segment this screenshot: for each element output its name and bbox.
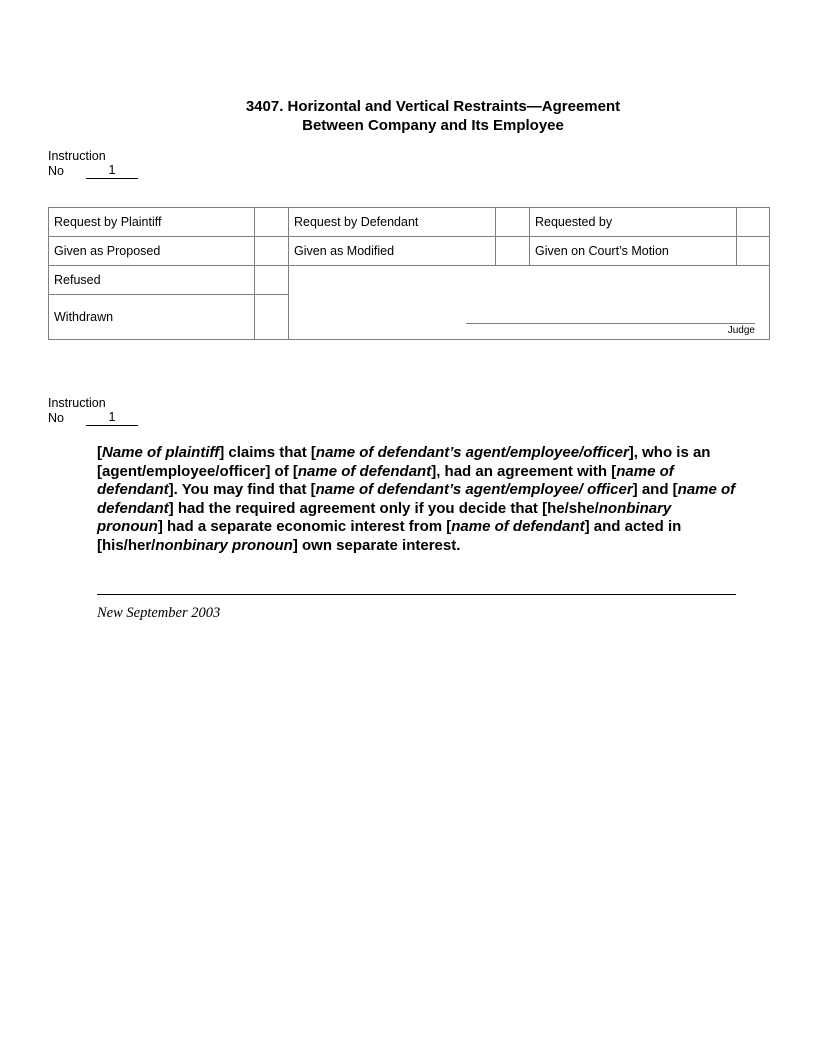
given-as-proposed-checkbox[interactable]	[255, 237, 289, 266]
given-as-proposed-label: Given as Proposed	[49, 237, 255, 266]
withdrawn-checkbox[interactable]	[255, 295, 289, 340]
no-label: No	[48, 411, 64, 425]
placeholder-name-of-defendant: name of defendant	[297, 462, 432, 480]
request-by-plaintiff-label: Request by Plaintiff	[49, 208, 255, 237]
given-on-courts-motion-checkbox[interactable]	[737, 237, 770, 266]
placeholder-nonbinary-pronoun: nonbinary pronoun	[155, 536, 293, 554]
body-text-segment: ]. You may find that [	[168, 481, 316, 498]
horizontal-rule	[97, 594, 736, 595]
requested-by-label: Requested by	[530, 208, 737, 237]
instruction-number-block-top	[48, 149, 138, 179]
judge-label: Judge	[727, 325, 755, 336]
body-text-segment: ], who is an [agent/employee/officer] of [	[97, 444, 711, 480]
request-by-defendant-checkbox[interactable]	[496, 208, 530, 237]
refused-label: Refused	[49, 266, 255, 295]
instruction-number-field[interactable]: 1	[86, 164, 138, 179]
body-text-segment: ] and acted in [his/her/	[97, 518, 682, 554]
instruction-label: Instruction	[48, 396, 106, 410]
withdrawn-label: Withdrawn	[49, 295, 255, 340]
placeholder-defendant-agent: name of defendant’s agent/employee/ officer	[315, 481, 633, 498]
instruction-body	[97, 444, 737, 555]
body-text-segment: ] claims that [	[219, 444, 316, 461]
body-text-segment: ] own separate interest.	[292, 536, 461, 554]
instruction-number-block-bottom	[48, 396, 138, 426]
request-by-defendant-label: Request by Defendant	[289, 208, 496, 237]
instruction-title	[0, 97, 816, 135]
title-line-1: 3407. Horizontal and Vertical Restraints—Agreement	[245, 98, 621, 115]
judge-signature-area	[289, 266, 770, 340]
history-note: New September 2003	[97, 605, 221, 621]
given-as-modified-checkbox[interactable]	[496, 237, 530, 266]
body-text-segment: ] and [	[632, 481, 678, 498]
placeholder-defendant-agent: name of defendant’s agent/employee/officer	[315, 444, 629, 461]
no-label: No	[48, 164, 64, 178]
judge-signature-line[interactable]	[466, 323, 755, 324]
body-text-segment: ] had the required agreement only if you decide that [he/she/	[168, 499, 599, 517]
request-by-plaintiff-checkbox[interactable]	[255, 208, 289, 237]
given-on-courts-motion-label: Given on Court’s Motion	[530, 237, 737, 266]
given-as-modified-label: Given as Modified	[289, 237, 496, 266]
placeholder-nonbinary-pronoun: nonbinary pronoun	[97, 499, 672, 535]
instruction-label: Instruction	[48, 149, 106, 163]
body-text-segment: ] had a separate economic interest from [	[157, 518, 452, 535]
instruction-number-field[interactable]: 1	[86, 411, 138, 426]
body-text-segment: ], had an agreement with [	[431, 462, 617, 480]
refused-checkbox[interactable]	[255, 266, 289, 295]
placeholder-name-of-defendant: name of defendant	[97, 481, 736, 517]
placeholder-name-of-defendant: name of defendant	[451, 518, 585, 535]
body-text-segment: [	[97, 444, 102, 461]
placeholder-name-of-defendant: name of defendant	[97, 462, 674, 498]
title-line-2: Between Company and Its Employee	[302, 117, 564, 134]
placeholder-name-of-plaintiff: Name of plaintiff	[102, 444, 220, 461]
instruction-status-table	[48, 207, 770, 340]
requested-by-checkbox[interactable]	[737, 208, 770, 237]
